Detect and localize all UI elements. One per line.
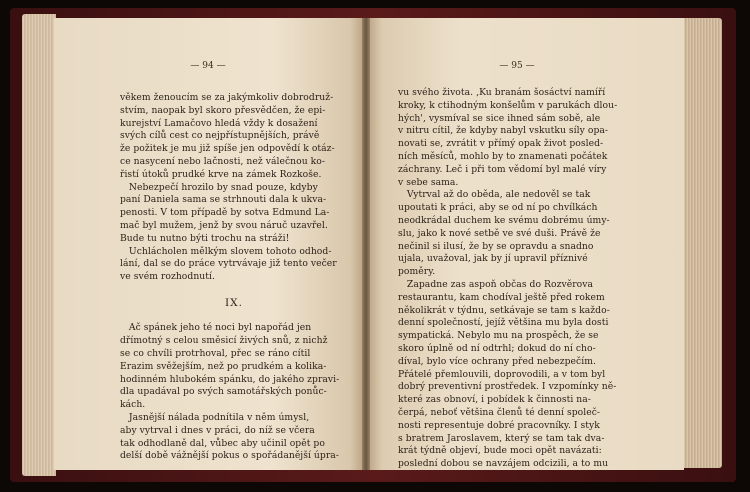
left-page <box>54 18 366 470</box>
text-line: díval, bylo více ochrany před nebezpečím. <box>398 355 596 367</box>
text-line: kách. <box>120 399 146 411</box>
text-line: ve svém rozhodnutí. <box>120 271 215 283</box>
page-edges-right <box>680 18 722 468</box>
text-line: ních měsíců, mohlo by to znamenati počátek <box>398 150 608 162</box>
text-line: sympatická. Nebylo mu na prospěch, že se <box>398 330 599 342</box>
text-line: krát týdně objeví, bude moci opět navázati: <box>398 445 602 457</box>
text-line: dobrý preventivní prostředek. I vzpomínky ně- <box>398 381 617 393</box>
text-line: dřímotný s celou směsicí živých snů, z nichž <box>120 335 328 347</box>
text-line: neodkrádal duchem ke svému dobrému úmy- <box>398 214 610 226</box>
text-line: dla upadával po svých samotářských ponůc- <box>120 386 327 398</box>
text-line: nosti representuje dobré pracovníky. I styk <box>398 419 600 431</box>
text-line: poměry. <box>398 266 436 278</box>
text-line: delší době vážnější pokus o spořádanější úpra- <box>120 450 339 462</box>
text-line: poslední dobou se navzájem odcizili, a to mu <box>398 458 609 470</box>
text-line: ujala, uvažoval, jak by jí upravil příznivé <box>398 253 588 265</box>
text-line: upoutati k práci, aby se od ní po chvílkách <box>398 202 598 214</box>
paragraph-gap <box>120 284 348 297</box>
text-line: kroky, k ctihodným konšelům v parukách dlou- <box>398 99 618 111</box>
text-line: hých', vysmíval se sice ihned sám sobě, ale <box>398 112 601 124</box>
text-line: Přátelé přemlouvili, doprovodili, a v tom byl <box>398 368 606 380</box>
text-line: Zapadne zas aspoň občas do Rozvěrova <box>398 278 593 290</box>
text-line: vu svého života. ‚Ku branám šosáctví namíří <box>398 87 606 98</box>
text-line: se co chvíli protrhoval, přec se ráno cítil <box>120 347 311 359</box>
text-line: že požitek je mu již spíše jen odpovědí k otáz- <box>120 143 335 155</box>
text-line: novati se, zvrátit v přímý opak život posled- <box>398 138 604 150</box>
text-line: svých cílů cest co nejpřístupnějších, právě <box>120 130 320 142</box>
text-line: skoro úplně od ní odtrhl; dokud do ní cho- <box>398 342 596 354</box>
page-edges-left <box>22 14 56 476</box>
right-page-text <box>398 87 642 470</box>
text-line: tak odhodlaně dal, vůbec aby učinil opět po <box>120 437 325 449</box>
text-line: penosti. V tom případě by sotva Edmund La- <box>120 207 330 219</box>
text-line: několikrát v týdnu, setkávaje se tam s každo- <box>398 304 610 316</box>
text-line: záchrany. Leč i při tom vědomí byl malé víry <box>398 163 607 175</box>
text-line: Erazim svěžejším, než po prudkém a kolika- <box>120 360 327 372</box>
text-line: řistí útoků prudké krve na zámek Rozkoše. <box>120 168 322 180</box>
text-line: lání, dal se do práce vytrvávaje již tento večer <box>120 258 337 270</box>
text-line: slu, jako k nové setbě ve své duši. Právě že <box>398 227 601 239</box>
page-number-right: — 95 — <box>499 61 535 71</box>
text-line: ce nasycení nebo lačnosti, než válečnou ko- <box>120 155 325 167</box>
text-line: mač byl mužem, jenž by svou náruč uzavřel. <box>120 219 328 231</box>
text-line: Uchlácholen mělkým slovem tohoto odhod- <box>120 245 332 257</box>
text-line: kurejství Lamačovo hledá vždy k dosažení <box>120 117 318 129</box>
text-line: nečinil si ilusí, že by se opravdu a snadno <box>398 240 594 252</box>
left-page-text <box>120 92 348 463</box>
text-line: Ač spánek jeho té noci byl napořád jen <box>120 322 312 334</box>
text-line: které zas obnoví, i pobídek k činnosti na- <box>398 394 591 406</box>
text-line: v nitru cítil, že kdyby nabyl vskutku síly opa- <box>398 125 609 137</box>
text-line: Vytrval až do oběda, ale nedověl se tak <box>398 189 591 201</box>
text-line: věkem ženoucím se za jakýmkoliv dobrodruž- <box>120 92 334 103</box>
text-line: s bratrem Jaroslavem, který se tam tak dva- <box>398 432 605 444</box>
text-line: v sebe sama. <box>398 176 459 188</box>
text-line: hodinném hlubokém spánku, do jakého zpravi- <box>120 373 340 385</box>
text-line: Bude tu nutno býti trochu na stráži! <box>120 232 290 244</box>
text-line: aby vytrval i dnes v práci, do níž se včera <box>120 424 315 436</box>
text-line: restaurantu, kam chodíval ještě před rokem <box>398 291 605 303</box>
book-gutter <box>362 18 370 470</box>
text-line: denní společností, jejíž většina mu byla dosti <box>398 317 609 329</box>
text-line: čerpá, neboť většina členů té denní společ- <box>398 406 601 418</box>
page-number-left: — 94 — <box>190 61 226 71</box>
text-line: paní Daniela sama se strhnouti dala k ukva- <box>120 194 327 206</box>
chapter-heading: IX. <box>225 296 243 309</box>
text-line: Jasnější nálada podnítila v něm úmysl, <box>120 411 310 423</box>
text-line: stvím, naopak byl skoro přesvědčen, že epi- <box>120 104 326 116</box>
text-line: Nebezpečí hrozilo by snad pouze, kdyby <box>120 181 318 193</box>
paragraph-gap <box>120 310 348 323</box>
right-page <box>366 18 684 470</box>
